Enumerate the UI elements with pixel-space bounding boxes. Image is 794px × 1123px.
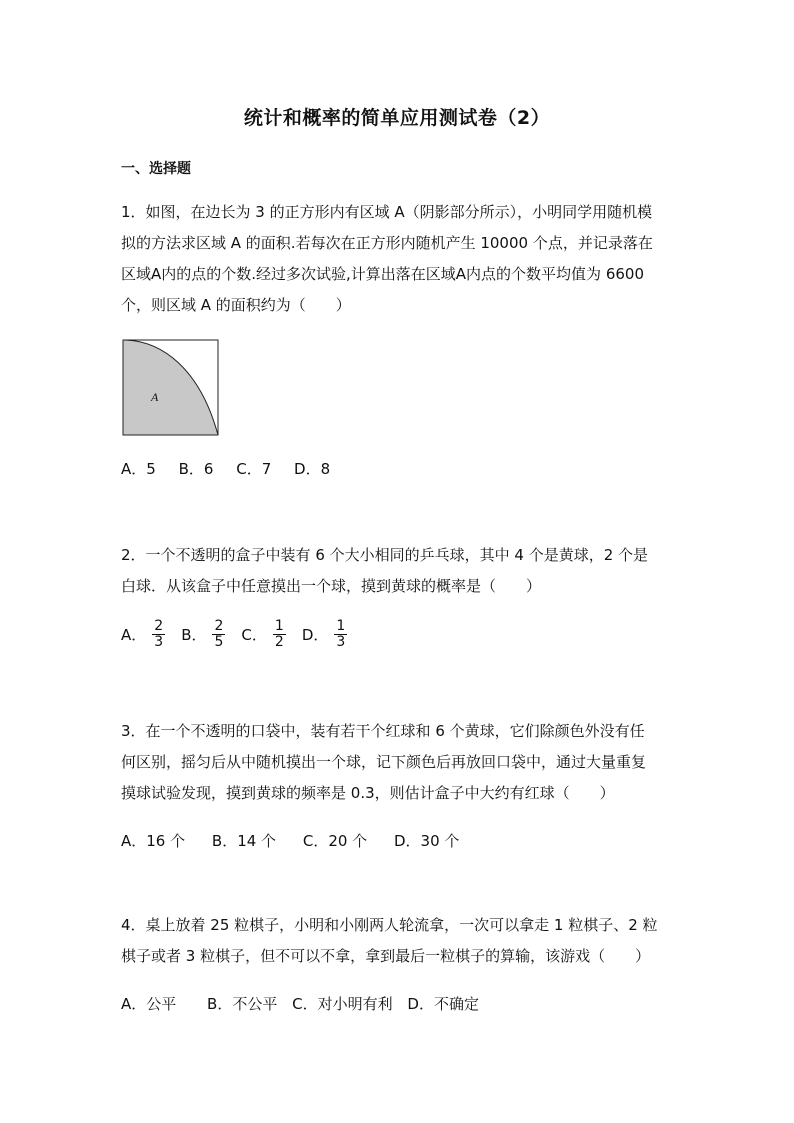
numerator: 1 xyxy=(274,618,284,634)
option-letter: B． xyxy=(181,626,207,644)
option-b[interactable]: B．6 xyxy=(178,460,214,478)
denominator: 3 xyxy=(336,634,346,650)
question-3-line: 3．在一个不透明的口袋中，装有若干个红球和 6 个黄球，它们除颜色外没有任 xyxy=(121,722,645,740)
option-letter: A． xyxy=(121,626,147,644)
option-a[interactable]: A．16 个 xyxy=(121,832,186,850)
shaded-region-diagram xyxy=(122,339,220,437)
question-4-line: 4．桌上放着 25 粒棋子，小明和小刚两人轮流拿，一次可以拿走 1 粒棋子、2 粒 xyxy=(121,916,658,934)
question-4-options xyxy=(121,993,497,1014)
option-a[interactable]: A．公平 xyxy=(121,995,177,1013)
option-d[interactable]: D．不确定 xyxy=(407,995,479,1013)
fraction xyxy=(152,619,165,650)
option-d[interactable]: D．8 xyxy=(294,460,331,478)
question-1-line: 拟的方法求区域 A 的面积.若每次在正方形内随机产生 10000 个点，并记录落在 xyxy=(121,234,653,252)
question-2 xyxy=(121,540,677,602)
numerator: 2 xyxy=(214,618,224,634)
option-c[interactable]: C．7 xyxy=(236,460,272,478)
question-3-line: 摸球试验发现，摸到黄球的频率是 0.3，则估计盒子中大约有红球（ ） xyxy=(121,784,615,802)
option-c[interactable]: C．20 个 xyxy=(302,832,368,850)
option-b[interactable] xyxy=(181,619,225,650)
question-1-line: 1．如图，在边长为 3 的正方形内有区域 A（阴影部分所示），小明同学用随机模 xyxy=(121,203,653,221)
question-4 xyxy=(121,910,677,972)
region-label: A xyxy=(151,390,159,404)
option-c[interactable] xyxy=(241,619,285,650)
question-1-figure xyxy=(122,339,220,441)
question-1-line: 个，则区域 A 的面积约为（ ） xyxy=(121,296,351,314)
question-3 xyxy=(121,716,677,809)
numerator: 1 xyxy=(336,618,346,634)
denominator: 5 xyxy=(214,634,224,650)
fraction xyxy=(334,619,347,650)
section-heading: 一、选择题 xyxy=(121,161,191,177)
question-1 xyxy=(121,197,677,321)
question-4-line: 棋子或者 3 粒棋子，但不可以不拿，拿到最后一粒棋子的算输，该游戏（ ） xyxy=(121,947,651,965)
fraction xyxy=(212,619,225,650)
question-2-options xyxy=(121,619,363,650)
page-title: 统计和概率的简单应用测试卷（2） xyxy=(243,107,551,129)
option-letter: D． xyxy=(301,626,329,644)
fraction xyxy=(273,619,286,650)
question-1-options xyxy=(121,458,348,479)
option-a[interactable] xyxy=(121,619,165,650)
option-a[interactable]: A．5 xyxy=(121,460,156,478)
numerator: 2 xyxy=(154,618,164,634)
denominator: 3 xyxy=(154,634,164,650)
option-b[interactable]: B．不公平 xyxy=(207,995,278,1013)
question-2-line: 白球．从该盒子中任意摸出一个球，摸到黄球的概率是（ ） xyxy=(121,577,542,595)
option-d[interactable] xyxy=(302,619,347,650)
denominator: 2 xyxy=(274,634,284,650)
question-2-line: 2．一个不透明的盒子中装有 6 个大小相同的乒乓球，其中 4 个是黄球，2 个是 xyxy=(121,546,649,564)
question-3-line: 何区别，摇匀后从中随机摸出一个球，记下颜色后再放回口袋中，通过大量重复 xyxy=(121,753,647,771)
question-3-options xyxy=(121,830,481,851)
option-letter: C． xyxy=(241,626,267,644)
option-c[interactable]: C．对小明有利 xyxy=(292,995,393,1013)
shaded-region-a xyxy=(123,340,218,435)
option-b[interactable]: B．14 个 xyxy=(211,832,277,850)
option-d[interactable]: D．30 个 xyxy=(393,832,460,850)
question-1-line: 区域A内的点的个数.经过多次试验,计算出落在区域A内点的个数平均值为 6600 xyxy=(121,265,645,283)
